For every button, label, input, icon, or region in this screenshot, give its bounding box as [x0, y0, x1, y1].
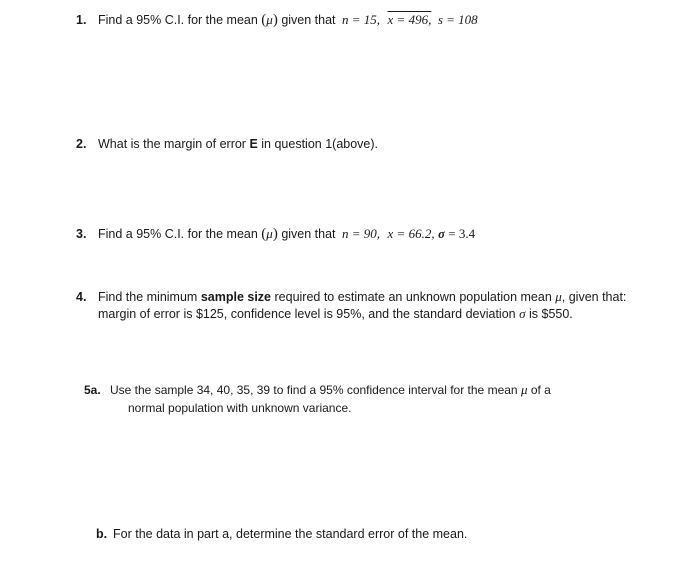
question-number: 5a. [84, 383, 101, 397]
question-5a [84, 382, 551, 398]
question-text: is $550. [529, 307, 573, 321]
xbar-equation: x = 66.2, [387, 226, 435, 241]
sigma-symbol: σ [519, 306, 526, 321]
question-1 [76, 12, 478, 28]
question-text: Find a 95% C.I. for the mean [98, 227, 258, 241]
sigma-symbol: σ [438, 227, 445, 241]
mu-symbol: μ [266, 12, 273, 27]
emphasis-sample-size: sample size [200, 290, 272, 304]
n-equation: n = 15, [342, 12, 381, 27]
question-number: 4. [76, 290, 87, 304]
question-text: margin of error is $125, confidence level is 95%, and the standard deviation [98, 307, 516, 321]
question-text: in question 1(above). [261, 137, 379, 151]
question-text: given that [281, 227, 336, 241]
question-3 [76, 226, 475, 242]
paren-open: ( [261, 226, 267, 242]
question-4 [76, 289, 626, 305]
sigma-equation: = 3.4 [448, 226, 476, 241]
paren-open: ( [261, 12, 267, 28]
mu-symbol: μ [266, 226, 273, 241]
question-text: What is the margin of error [98, 137, 246, 151]
question-number: b. [96, 527, 108, 541]
mu-symbol: μ [520, 382, 528, 397]
xbar-value: x = 496, [387, 12, 432, 27]
question-number: 2. [76, 137, 87, 151]
question-text: , given that: [561, 290, 627, 304]
question-text: normal population with unknown variance. [128, 401, 352, 415]
question-text: Use the sample 34, 40, 35, 39 to find a 95% confidence interval for the mean [110, 383, 518, 397]
question-text: For the data in part a, determine the standard error of the mean. [113, 527, 468, 541]
question-4-line-2 [98, 306, 573, 322]
mu-symbol: μ [555, 289, 562, 304]
question-text: Find a 95% C.I. for the mean [98, 13, 258, 27]
question-5b [96, 526, 467, 542]
s-equation: s = 108 [437, 12, 478, 27]
paren-close: ) [272, 226, 278, 242]
xbar-equation [388, 12, 432, 27]
question-text: required to estimate an unknown population mean [274, 290, 552, 304]
question-text: Find the minimum [98, 290, 198, 304]
question-text: given that [281, 13, 336, 27]
question-2 [76, 136, 378, 152]
paren-close: ) [272, 12, 278, 28]
question-5a-line-2 [128, 400, 351, 416]
question-number: 1. [76, 13, 87, 27]
n-equation: n = 90, [342, 226, 381, 241]
question-number: 3. [76, 227, 87, 241]
question-text: of a [530, 383, 551, 397]
emphasis-e: E [249, 137, 258, 151]
